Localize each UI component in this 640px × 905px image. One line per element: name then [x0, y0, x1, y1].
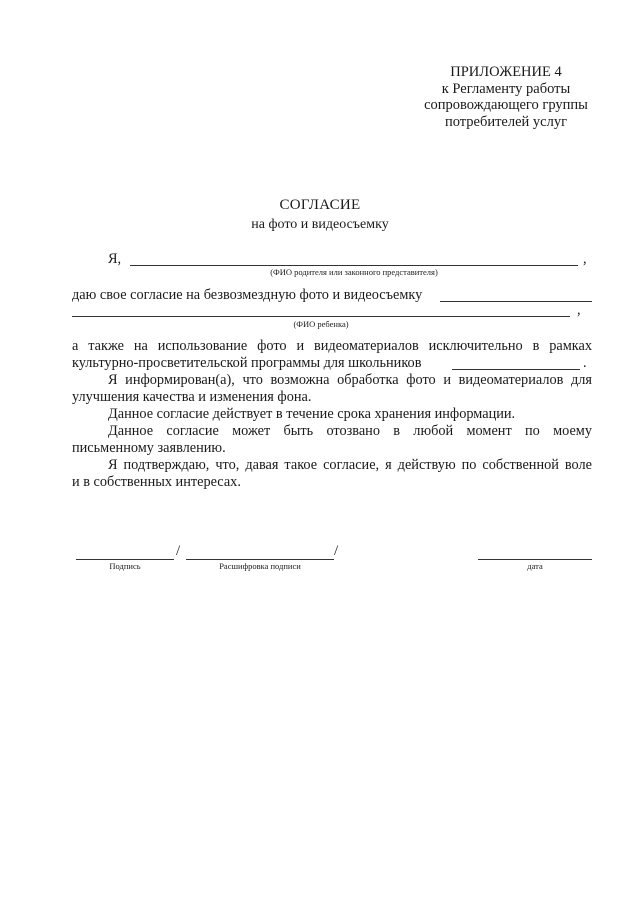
paragraph-3: Данное согласие действует в течение срока хранения информации. — [108, 406, 516, 422]
consent-label: даю свое согласие на безвозмездную фото и видеосъемку — [72, 287, 423, 303]
comma-1: , — [583, 251, 587, 267]
signature-decode-caption: Расшифровка подписи — [219, 561, 301, 571]
child-name-caption: (ФИО ребенка) — [293, 319, 349, 329]
document-subtitle: на фото и видеосъемку — [251, 217, 389, 232]
slash-2: / — [334, 543, 339, 559]
paragraph-4-line-1: Данное согласие может быть отозвано в любой момент по моему — [108, 423, 592, 439]
comma-2: , — [577, 302, 581, 318]
paragraph-1-line-1: а также на использование фото и видеоматериалов исключительно в рамках — [72, 338, 592, 354]
appendix-line-4: потребителей услуг — [444, 113, 568, 130]
paragraph-2-line-1: Я информирован(а), что возможна обработка фото и видеоматериалов для — [108, 372, 592, 388]
ya-label: Я, — [108, 251, 122, 267]
program-blank-field[interactable] — [452, 369, 580, 370]
slash-1: / — [176, 543, 181, 559]
paragraph-5-line-1: Я подтверждаю, что, давая такое согласие, я действую по собственной воле — [108, 457, 592, 473]
consent-blank-field[interactable] — [440, 301, 592, 302]
parent-name-caption: (ФИО родителя или законного представителя) — [270, 267, 438, 277]
parent-name-field[interactable] — [130, 265, 578, 266]
paragraph-1-line-2: культурно-просветительской программы для школьников — [72, 355, 422, 371]
appendix-number: ПРИЛОЖЕНИЕ 4 — [450, 64, 562, 80]
paragraph-1-end: . — [583, 355, 587, 371]
paragraph-4-line-2: письменному заявлению. — [72, 440, 226, 456]
appendix-line-3: сопровождающего группы — [424, 97, 588, 113]
signature-decode-field[interactable] — [186, 559, 334, 560]
child-name-field[interactable] — [72, 316, 570, 317]
paragraph-2-line-2: улучшения качества и изменения фона. — [72, 389, 312, 405]
signature-field[interactable] — [76, 559, 174, 560]
date-caption: дата — [527, 561, 543, 571]
signature-caption: Подпись — [109, 561, 141, 571]
appendix-header — [400, 64, 612, 130]
date-field[interactable] — [478, 559, 592, 560]
document-title: СОГЛАСИЕ — [279, 197, 361, 213]
paragraph-5-line-2: и в собственных интересах. — [72, 474, 241, 490]
appendix-line-2: к Регламенту работы — [441, 80, 571, 97]
